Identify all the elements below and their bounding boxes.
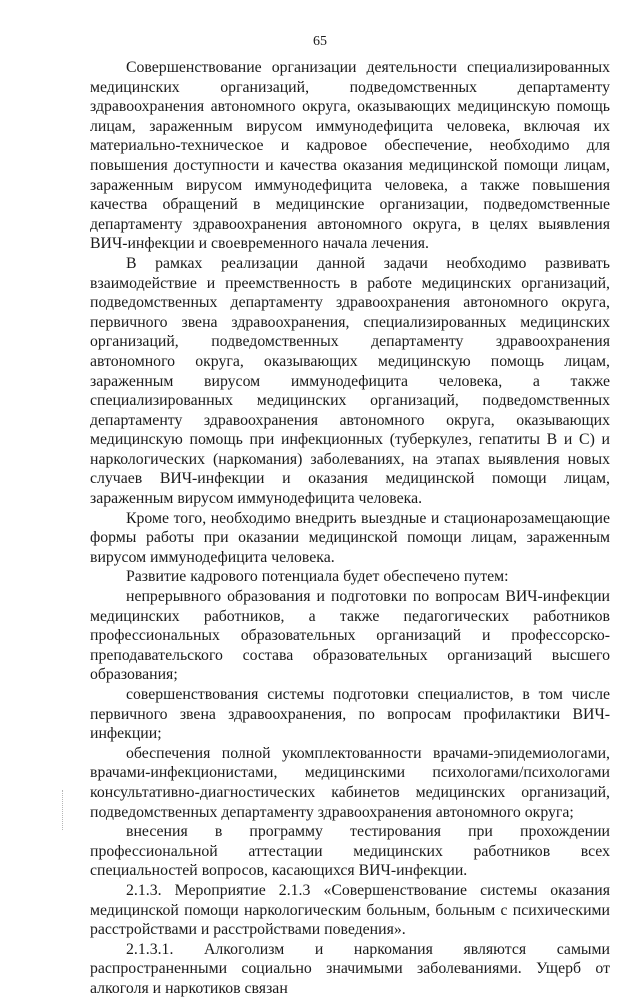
scan-margin-mark [62,790,64,830]
paragraph-hiv-organizations: Совершенствование организации деятельности специализированных медицинских организаций, подведомственных департаменту здравоохранения автономного округа, оказывающих медицинскую помощь лицам, зараженным вирусом иммунодефицита человека, включая их материально-техническое и кадровое обеспечение, необходимо для повышения доступности и качества оказания медицинской помощи лицам, зараженным вирусом иммунодефицита человека, а также повышения качества обращений в медицинские организации, подведомственные департаменту здравоохранения автономного округа, в целях выявления ВИЧ-инфекции и своевременного начала лечения. [90,59,610,253]
paragraph-staffing: обеспечения полной укомплектованности врачами-эпидемиологами, врачами-инфекционистами, медицинскими психологами/психологами консультативно-диагностических кабинетов медицинских организаций, подведомственных департаменту здравоохранения автономного округа; [90,744,610,821]
paragraph-measure-2-1-3: 2.1.3. Мероприятие 2.1.3 «Совершенствование системы оказания медицинской помощи наркологическим больным, больным с психическими расстройствами и расстройствами поведения». [90,881,610,939]
paragraph-testing-program: внесения в программу тестирования при прохождении профессиональной аттестации медицинских работников всех специальностей вопросов, касающихся ВИЧ-инфекции. [90,823,610,880]
document-body [90,58,610,999]
page-number: 65 [313,34,327,49]
paragraph-outpatient-forms: Кроме того, необходимо внедрить выездные и стационарозамещающие формы работы при оказании медицинской помощи лицам, зараженным вирусом иммунодефицита человека. [90,509,610,566]
paragraph-interaction-continuity: В рамках реализации данной задачи необходимо развивать взаимодействие и преемственность в работе медицинских организаций, подведомственных департаменту здравоохранения автономного округа, первичного звена здравоохранения, специализированных медицинских организаций, подведомственных департаменту здравоохранения автономного округа, оказывающих медицинскую помощь лицам, зараженным вирусом иммунодефицита человека, а также специализированных медицинских организаций, подведомственных департаменту здравоохранения автономного округа, оказывающих медицинскую помощь при инфекционных (туберкулез, гепатиты В и С) и наркологических (наркомания) заболеваниях, на этапах выявления новых случаев ВИЧ-инфекции и оказания медицинской помощи лицам, зараженным вирусом иммунодефицита человека. [90,254,610,508]
paragraph-alcoholism-drugs: 2.1.3.1. Алкоголизм и наркомания являются самыми распространенными социально значимыми заболеваниями. Ущерб от алкоголя и наркотиков связан [90,940,610,997]
paragraph-staff-development-intro: Развитие кадрового потенциала будет обеспечено путем: [126,568,509,586]
paragraph-continuous-education: непрерывного образования и подготовки по вопросам ВИЧ-инфекции медицинских работников, а также педагогических работников профессиональных образовательных организаций и профессорско-преподавательского состава образовательных организаций высшего образования; [90,588,610,684]
paragraph-training-system: совершенствования системы подготовки специалистов, в том числе первичного звена здравоохранения, по вопросам профилактики ВИЧ-инфекции; [90,686,610,743]
